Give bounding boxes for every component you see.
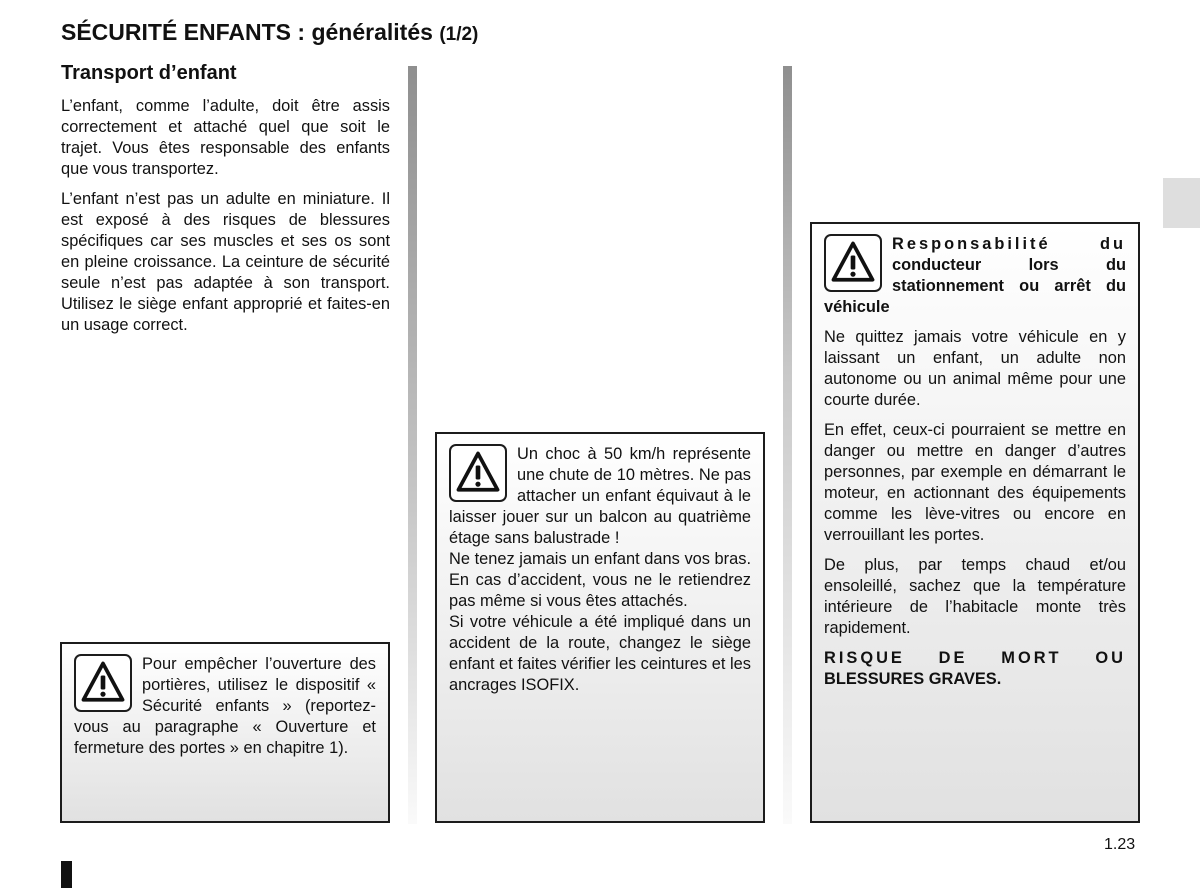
section-heading: Transport d’enfant <box>61 62 237 84</box>
chapter-tab-marker <box>1163 178 1200 228</box>
warning-parking-paragraph-3: De plus, par temps chaud et/ou ensoleillé, sachez que la température intérieure de l’habitacle monte très rapidement. <box>824 556 1126 637</box>
warning-triangle-icon <box>824 234 882 292</box>
warning-triangle-icon <box>74 654 132 712</box>
intro-text <box>61 96 390 345</box>
warning-parking-heading-spaced: Responsabilité du <box>892 235 1126 253</box>
warning-doors-text: Pour empêcher l’ouverture des portières, utilisez le dispositif « Sécurité enfants » (reportez-vous au paragraphe « Ouverture et fermeture des portes » en chapitre 1). <box>74 655 376 757</box>
warning-box-impact <box>435 432 765 823</box>
page-number: 1.23 <box>1104 836 1136 853</box>
warning-parking-risk-rest: BLESSURES GRAVES. <box>824 670 1002 688</box>
warning-triangle-icon <box>449 444 507 502</box>
page-title <box>61 19 478 46</box>
warning-parking-paragraph-2: En effet, ceux-ci pourraient se mettre en danger ou mettre en danger d’autres personnes, par exemple en démarrant le moteur, en actionnant des équipements comme les lève-vitres ou encore en verrouillant les portes. <box>824 421 1126 544</box>
warning-impact-paragraph-2: Ne tenez jamais un enfant dans vos bras. En cas d’accident, vous ne le retiendrez pas même si vous êtes attachés. <box>449 550 751 610</box>
warning-parking-heading-rest: conducteur lors du stationnement ou arrêt du véhicule <box>824 256 1126 316</box>
warning-parking-risk <box>824 648 1126 690</box>
column-divider-1 <box>408 66 417 824</box>
warning-impact-paragraph-1: Un choc à 50 km/h représente une chute de 10 mètres. Ne pas attacher un enfant équivaut à le laisser jouer sur un balcon au quatrième étage sans balustrade ! <box>449 445 751 547</box>
column-divider-2 <box>783 66 792 824</box>
corner-mark <box>61 861 72 888</box>
intro-paragraph-2: L’enfant n’est pas un adulte en miniature. Il est exposé à des risques de blessures spécifiques car ses muscles et ses os sont en pleine croissance. La ceinture de sécurité seule n’est pas adaptée à son transport. Utilisez le siège enfant approprié et faites-en un usage correct. <box>61 190 390 334</box>
warning-impact-paragraph-3: Si votre véhicule a été impliqué dans un accident de la route, changez le siège enfant et faites vérifier les ceintures et les ancrages ISOFIX. <box>449 613 751 694</box>
page-title-part: (1/2) <box>439 24 479 45</box>
warning-box-doors <box>60 642 390 823</box>
warning-box-parking <box>810 222 1140 823</box>
warning-parking-risk-spaced: RISQUE DE MORT OU <box>824 649 1126 667</box>
intro-paragraph-1: L’enfant, comme l’adulte, doit être assis correctement et attaché quel que soit le trajet. Vous êtes responsable des enfants que vous transportez. <box>61 97 390 178</box>
warning-parking-paragraph-1: Ne quittez jamais votre véhicule en y laissant un enfant, un adulte non autonome ou un animal même pour une courte durée. <box>824 328 1126 409</box>
page-title-text: SÉCURITÉ ENFANTS : généralités <box>61 19 433 45</box>
